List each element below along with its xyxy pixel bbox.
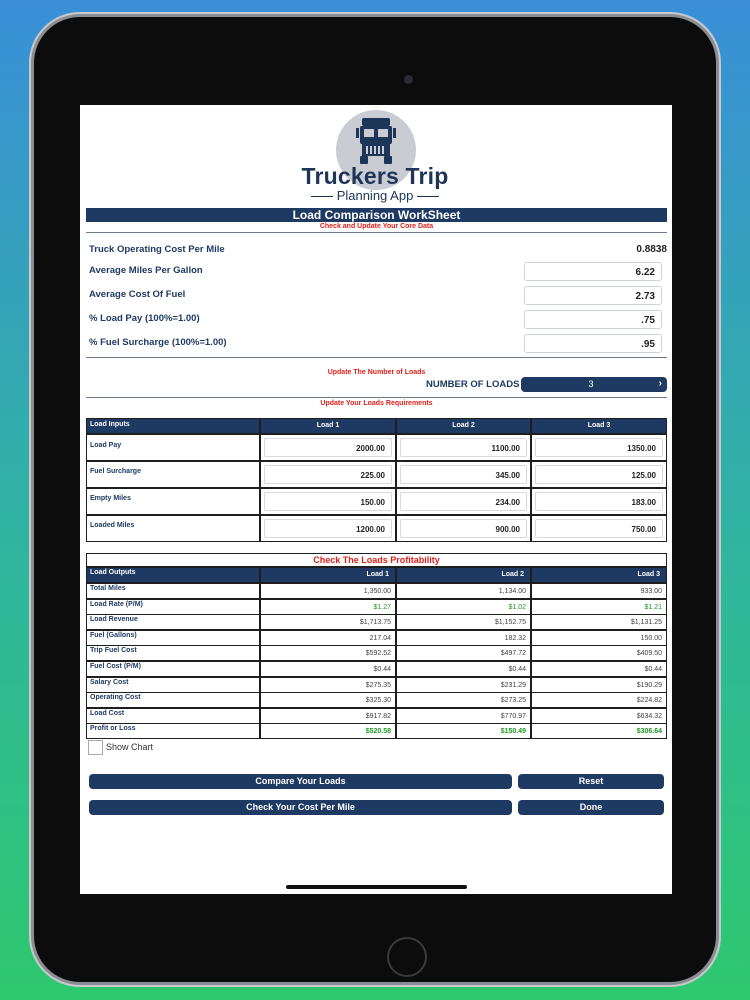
- table-cell: $273.25: [396, 692, 531, 708]
- table-cell: $0.44: [396, 661, 531, 677]
- outputs-title: Check The Loads Profitability: [86, 553, 667, 567]
- table-cell: $1,152.75: [396, 614, 531, 630]
- load-1-pay-cell: [260, 434, 396, 461]
- table-cell: $520.58: [260, 723, 396, 739]
- load-pay-pct-input[interactable]: .75: [524, 310, 662, 329]
- mpg-label: Average Miles Per Gallon: [89, 265, 203, 276]
- load-3-surcharge-input[interactable]: 125.00: [535, 465, 663, 484]
- table-cell: $150.49: [396, 723, 531, 739]
- table-row-label: Profit or Loss: [86, 723, 260, 739]
- load-3-pay-input[interactable]: 1350.00: [535, 438, 663, 457]
- load-1-surcharge-input[interactable]: 225.00: [264, 465, 392, 484]
- load-2-loaded-miles-cell: [396, 515, 531, 542]
- operating-cost-value: 0.8838: [636, 244, 667, 255]
- table-cell: $1.27: [260, 599, 396, 615]
- table-cell: $306.64: [531, 723, 667, 739]
- table-cell: $224.82: [531, 692, 667, 708]
- table-cell: $1,131.25: [531, 614, 667, 630]
- table-cell: $0.44: [531, 661, 667, 677]
- compare-loads-button[interactable]: Compare Your Loads: [89, 774, 512, 789]
- table-row-label: Trip Fuel Cost: [86, 645, 260, 661]
- table-row-label: Load Revenue: [86, 614, 260, 630]
- load-1-surcharge-cell: [260, 461, 396, 488]
- fuel-cost-label: Average Cost Of Fuel: [89, 289, 186, 300]
- table-cell: $0.44: [260, 661, 396, 677]
- table-cell: 1,134.00: [396, 583, 531, 599]
- done-button[interactable]: Done: [518, 800, 664, 815]
- table-row-label: Fuel Surcharge: [86, 461, 260, 488]
- table-header-cell: Load 3: [531, 418, 667, 434]
- show-chart-toggle[interactable]: [88, 740, 153, 755]
- app-screen: [80, 105, 672, 894]
- table-cell: $190.29: [531, 677, 667, 693]
- table-row-label: Load Cost: [86, 708, 260, 724]
- load-3-loaded-miles-input[interactable]: 750.00: [535, 519, 663, 538]
- truck-icon: [352, 116, 400, 166]
- table-cell: $770.97: [396, 708, 531, 724]
- page-title: Load Comparison WorkSheet: [86, 208, 667, 222]
- load-1-empty-miles-cell: [260, 488, 396, 515]
- table-cell: $592.52: [260, 645, 396, 661]
- number-of-loads-selector[interactable]: [521, 377, 667, 392]
- divider: [86, 357, 667, 358]
- load-2-surcharge-input[interactable]: 345.00: [400, 465, 527, 484]
- table-cell: 182.32: [396, 630, 531, 646]
- load-2-pay-input[interactable]: 1100.00: [400, 438, 527, 457]
- load-2-empty-miles-input[interactable]: 234.00: [400, 492, 527, 511]
- table-cell: $409.50: [531, 645, 667, 661]
- load-2-pay-cell: [396, 434, 531, 461]
- table-header-cell: Load 3: [531, 567, 667, 583]
- number-of-loads-value: 3: [588, 379, 594, 389]
- show-chart-checkbox[interactable]: [88, 740, 103, 755]
- table-header-cell: Load 1: [260, 418, 396, 434]
- divider: [86, 397, 667, 398]
- load-3-loaded-miles-cell: [531, 515, 667, 542]
- core-data-prompt: Check and Update Your Core Data: [319, 223, 434, 230]
- app-logo: [300, 110, 450, 205]
- table-row-label: Load Pay: [86, 434, 260, 461]
- table-row-label: Fuel Cost (P/M): [86, 661, 260, 677]
- table-cell: 1,350.00: [260, 583, 396, 599]
- table-row-label: Fuel (Gallons): [86, 630, 260, 646]
- table-cell: $634.32: [531, 708, 667, 724]
- load-1-pay-input[interactable]: 2000.00: [264, 438, 392, 457]
- load-1-loaded-miles-cell: [260, 515, 396, 542]
- fuel-cost-input[interactable]: 2.73: [524, 286, 662, 305]
- load-2-loaded-miles-input[interactable]: 900.00: [400, 519, 527, 538]
- fuel-surcharge-pct-label: % Fuel Surcharge (100%=1.00): [89, 337, 227, 348]
- load-3-empty-miles-input[interactable]: 183.00: [535, 492, 663, 511]
- load-outputs-table: [86, 553, 667, 739]
- table-header-cell: Load Outputs: [86, 567, 260, 583]
- home-button[interactable]: [387, 937, 427, 977]
- load-pay-pct-label: % Load Pay (100%=1.00): [89, 313, 200, 324]
- divider: [86, 232, 667, 233]
- table-cell: $1.02: [396, 599, 531, 615]
- table-row-label: Load Rate (P/M): [86, 599, 260, 615]
- table-cell: 933.00: [531, 583, 667, 599]
- chevron-right-icon: ›: [658, 378, 662, 389]
- table-cell: $917.82: [260, 708, 396, 724]
- table-row-label: Operating Cost: [86, 692, 260, 708]
- table-header-cell: Load Inputs: [86, 418, 260, 434]
- number-of-loads-label: NUMBER OF LOADS: [426, 379, 520, 390]
- table-cell: $325.30: [260, 692, 396, 708]
- table-cell: 150.00: [531, 630, 667, 646]
- table-row-label: Total Miles: [86, 583, 260, 599]
- mpg-input[interactable]: 6.22: [524, 262, 662, 281]
- loads-count-prompt: Update The Number of Loads: [327, 369, 426, 376]
- table-row-label: Salary Cost: [86, 677, 260, 693]
- table-cell: $1.21: [531, 599, 667, 615]
- load-3-empty-miles-cell: [531, 488, 667, 515]
- fuel-surcharge-pct-input[interactable]: .95: [524, 334, 662, 353]
- table-cell: 217.04: [260, 630, 396, 646]
- table-cell: $231.29: [396, 677, 531, 693]
- load-2-empty-miles-cell: [396, 488, 531, 515]
- show-chart-label: Show Chart: [106, 741, 154, 752]
- table-header-cell: Load 2: [396, 418, 531, 434]
- front-camera: [404, 75, 413, 84]
- logo-subtitle: Planning App: [300, 188, 450, 203]
- table-cell: $1,713.75: [260, 614, 396, 630]
- logo-title: Truckers Trip: [301, 163, 449, 189]
- loads-requirements-prompt: Update Your Loads Requirements: [320, 400, 433, 407]
- table-header-cell: Load 2: [396, 567, 531, 583]
- load-3-surcharge-cell: [531, 461, 667, 488]
- table-row-label: Loaded Miles: [86, 515, 260, 542]
- load-1-empty-miles-input[interactable]: 150.00: [264, 492, 392, 511]
- table-row-label: Empty Miles: [86, 488, 260, 515]
- table-header-cell: Load 1: [260, 567, 396, 583]
- table-cell: $497.72: [396, 645, 531, 661]
- home-indicator[interactable]: [286, 885, 467, 889]
- reset-button[interactable]: Reset: [518, 774, 664, 789]
- cost-per-mile-button[interactable]: Check Your Cost Per Mile: [89, 800, 512, 815]
- operating-cost-label: Truck Operating Cost Per Mile: [89, 244, 225, 255]
- load-1-loaded-miles-input[interactable]: 1200.00: [264, 519, 392, 538]
- table-cell: $275.35: [260, 677, 396, 693]
- load-2-surcharge-cell: [396, 461, 531, 488]
- load-3-pay-cell: [531, 434, 667, 461]
- load-inputs-table: [86, 418, 667, 542]
